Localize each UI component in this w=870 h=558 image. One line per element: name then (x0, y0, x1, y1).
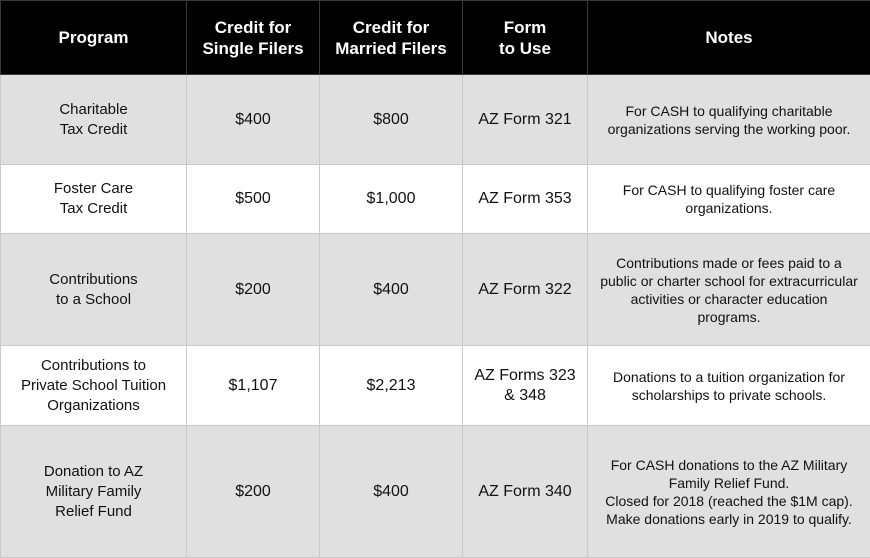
single-credit-cell: $200 (187, 234, 320, 346)
married-credit-cell: $400 (320, 234, 463, 346)
header-form: Form to Use (463, 1, 588, 75)
table-row-foster-care (1, 165, 870, 234)
notes-cell: For CASH to qualifying charitable organizations serving the working poor. (588, 75, 870, 165)
form-cell: AZ Form 321 (463, 75, 588, 165)
notes-cell: Contributions made or fees paid to a public or charter school for extracurricular activities or character education programs. (588, 234, 870, 346)
married-credit-cell: $1,000 (320, 165, 463, 234)
single-credit-cell: $400 (187, 75, 320, 165)
program-cell: Contributions to Private School Tuition Organizations (1, 346, 187, 426)
notes-cell: For CASH to qualifying foster care organizations. (588, 165, 870, 234)
header-row (1, 1, 870, 75)
form-cell: AZ Form 340 (463, 426, 588, 558)
form-cell: AZ Forms 323 & 348 (463, 346, 588, 426)
header-notes: Notes (588, 1, 870, 75)
notes-cell: Donations to a tuition organization for scholarships to private schools. (588, 346, 870, 426)
header-single-filers: Credit for Single Filers (187, 1, 320, 75)
form-cell: AZ Form 353 (463, 165, 588, 234)
table-row-charitable (1, 75, 870, 165)
married-credit-cell: $800 (320, 75, 463, 165)
form-cell: AZ Form 322 (463, 234, 588, 346)
married-credit-cell: $400 (320, 426, 463, 558)
table-row-school (1, 234, 870, 346)
single-credit-cell: $1,107 (187, 346, 320, 426)
married-credit-cell: $2,213 (320, 346, 463, 426)
program-cell: Foster Care Tax Credit (1, 165, 187, 234)
header-married-filers: Credit for Married Filers (320, 1, 463, 75)
notes-cell: For CASH donations to the AZ Military Family Relief Fund. Closed for 2018 (reached the $1M cap). Make donations early in 2019 to qualify. (588, 426, 870, 558)
single-credit-cell: $200 (187, 426, 320, 558)
table-row-military-family (1, 426, 870, 558)
program-cell: Contributions to a School (1, 234, 187, 346)
program-cell: Donation to AZ Military Family Relief Fund (1, 426, 187, 558)
single-credit-cell: $500 (187, 165, 320, 234)
table-row-private-school (1, 346, 870, 426)
program-cell: Charitable Tax Credit (1, 75, 187, 165)
header-program: Program (1, 1, 187, 75)
